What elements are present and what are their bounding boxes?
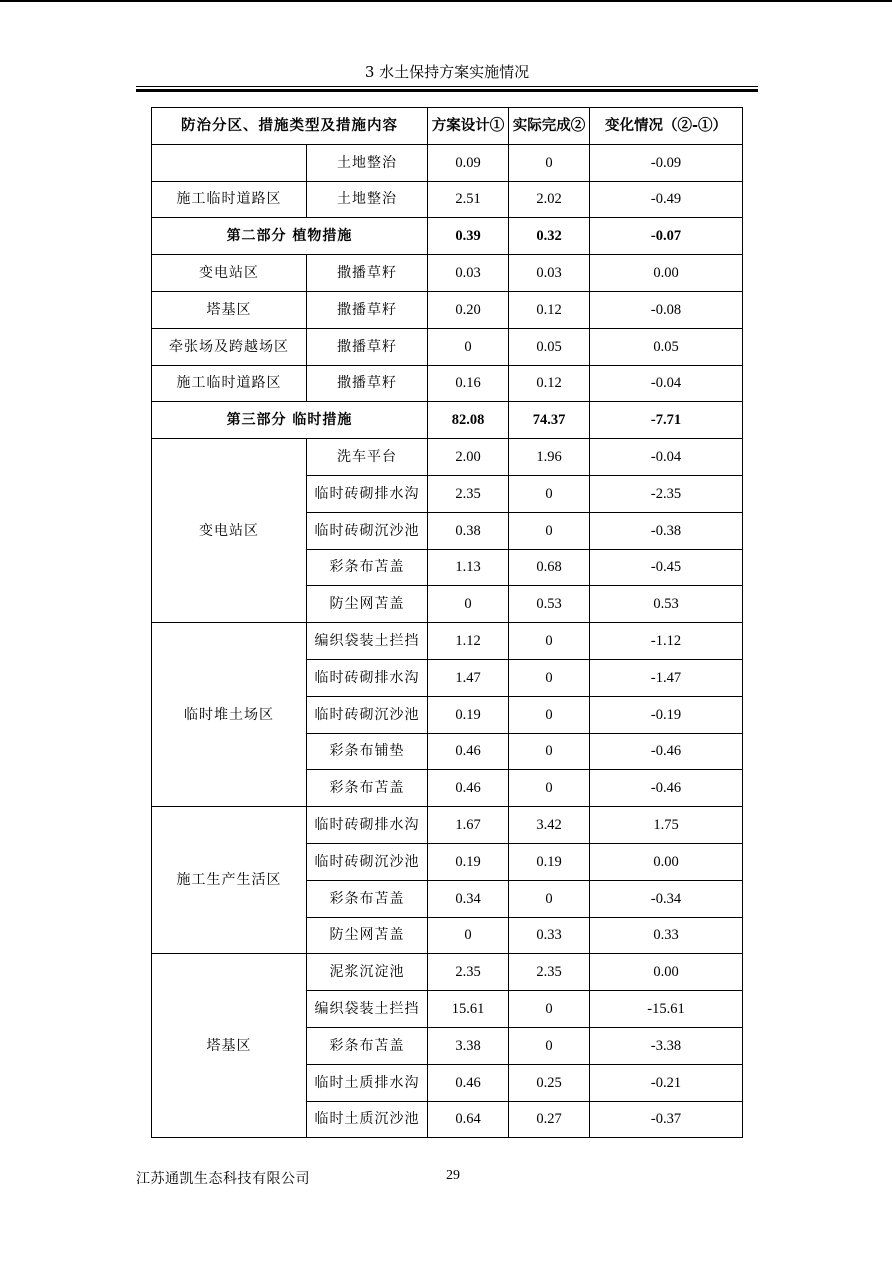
change-value: -0.04 bbox=[590, 365, 743, 402]
measure-cell: 临时砖砌排水沟 bbox=[307, 807, 428, 844]
measure-cell: 防尘网苫盖 bbox=[307, 917, 428, 954]
measure-cell: 临时砖砌排水沟 bbox=[307, 659, 428, 696]
measure-cell: 洗车平台 bbox=[307, 439, 428, 476]
section-label: 第二部分 植物措施 bbox=[152, 218, 428, 255]
header-design: 方案设计① bbox=[428, 108, 509, 145]
actual-value: 0.33 bbox=[509, 917, 590, 954]
design-value: 2.00 bbox=[428, 439, 509, 476]
change-value: -0.19 bbox=[590, 696, 743, 733]
measure-cell: 撒播草籽 bbox=[307, 291, 428, 328]
actual-value: 0 bbox=[509, 770, 590, 807]
design-value: 1.12 bbox=[428, 623, 509, 660]
design-value: 2.51 bbox=[428, 181, 509, 218]
measure-cell: 土地整治 bbox=[307, 144, 428, 181]
table-row bbox=[152, 144, 743, 181]
change-value: -0.04 bbox=[590, 439, 743, 476]
actual-value: 0.03 bbox=[509, 255, 590, 292]
design-value: 0.46 bbox=[428, 770, 509, 807]
change-value: -0.46 bbox=[590, 733, 743, 770]
design-value: 0.19 bbox=[428, 843, 509, 880]
measure-cell: 临时土质沉沙池 bbox=[307, 1101, 428, 1138]
design-value: 82.08 bbox=[428, 402, 509, 439]
actual-value: 0 bbox=[509, 144, 590, 181]
actual-value: 0.12 bbox=[509, 291, 590, 328]
change-value: -0.34 bbox=[590, 880, 743, 917]
design-value: 0.19 bbox=[428, 696, 509, 733]
measure-cell: 彩条布铺垫 bbox=[307, 733, 428, 770]
actual-value: 0.53 bbox=[509, 586, 590, 623]
page-top-border bbox=[0, 0, 892, 2]
page-number: 29 bbox=[446, 1168, 460, 1183]
actual-value: 2.35 bbox=[509, 954, 590, 991]
measure-cell: 撒播草籽 bbox=[307, 365, 428, 402]
design-value: 0 bbox=[428, 586, 509, 623]
actual-value: 1.96 bbox=[509, 439, 590, 476]
actual-value: 0.32 bbox=[509, 218, 590, 255]
change-value: -0.21 bbox=[590, 1064, 743, 1101]
design-value: 0.46 bbox=[428, 1064, 509, 1101]
actual-value: 0.27 bbox=[509, 1101, 590, 1138]
actual-value: 0.19 bbox=[509, 843, 590, 880]
measure-cell: 临时砖砌沉沙池 bbox=[307, 512, 428, 549]
change-value: 0.00 bbox=[590, 255, 743, 292]
table-row bbox=[152, 255, 743, 292]
design-value: 0.46 bbox=[428, 733, 509, 770]
actual-value: 0 bbox=[509, 512, 590, 549]
change-value: 1.75 bbox=[590, 807, 743, 844]
measure-cell: 彩条布苫盖 bbox=[307, 880, 428, 917]
change-value: 0.00 bbox=[590, 954, 743, 991]
table-header-row bbox=[152, 108, 743, 145]
change-value: -0.38 bbox=[590, 512, 743, 549]
measures-table bbox=[151, 107, 743, 1138]
change-value: -0.08 bbox=[590, 291, 743, 328]
zone-cell: 施工临时道路区 bbox=[152, 365, 307, 402]
header-change: 变化情况（②-①） bbox=[590, 108, 743, 145]
actual-value: 0 bbox=[509, 880, 590, 917]
design-value: 1.67 bbox=[428, 807, 509, 844]
table-row bbox=[152, 954, 743, 991]
change-value: -0.07 bbox=[590, 218, 743, 255]
header-rule-thin bbox=[136, 86, 758, 87]
actual-value: 0 bbox=[509, 733, 590, 770]
design-value: 1.47 bbox=[428, 659, 509, 696]
zone-cell: 施工生产生活区 bbox=[152, 807, 307, 954]
actual-value: 0.68 bbox=[509, 549, 590, 586]
zone-cell: 塔基区 bbox=[152, 291, 307, 328]
zone-cell: 变电站区 bbox=[152, 255, 307, 292]
design-value: 2.35 bbox=[428, 954, 509, 991]
change-value: -0.37 bbox=[590, 1101, 743, 1138]
measure-cell: 临时砖砌排水沟 bbox=[307, 475, 428, 512]
header-rule-thick bbox=[136, 89, 758, 92]
table-row bbox=[152, 365, 743, 402]
design-value: 3.38 bbox=[428, 1027, 509, 1064]
design-value: 15.61 bbox=[428, 991, 509, 1028]
design-value: 0 bbox=[428, 328, 509, 365]
design-value: 0.03 bbox=[428, 255, 509, 292]
change-value: -15.61 bbox=[590, 991, 743, 1028]
section-row bbox=[152, 218, 743, 255]
change-value: -1.12 bbox=[590, 623, 743, 660]
design-value: 0 bbox=[428, 917, 509, 954]
section-label: 第三部分 临时措施 bbox=[152, 402, 428, 439]
actual-value: 0 bbox=[509, 623, 590, 660]
table-row bbox=[152, 807, 743, 844]
actual-value: 0.25 bbox=[509, 1064, 590, 1101]
table-row bbox=[152, 328, 743, 365]
measure-cell: 临时砖砌沉沙池 bbox=[307, 843, 428, 880]
change-value: -0.09 bbox=[590, 144, 743, 181]
change-value: -0.46 bbox=[590, 770, 743, 807]
measure-cell: 临时砖砌沉沙池 bbox=[307, 696, 428, 733]
table-row bbox=[152, 439, 743, 476]
zone-cell bbox=[152, 144, 307, 181]
actual-value: 0 bbox=[509, 475, 590, 512]
footer-company: 江苏通凯生态科技有限公司 bbox=[136, 1171, 310, 1187]
measure-cell: 彩条布苫盖 bbox=[307, 1027, 428, 1064]
design-value: 0.34 bbox=[428, 880, 509, 917]
measure-cell: 土地整治 bbox=[307, 181, 428, 218]
change-value: -0.49 bbox=[590, 181, 743, 218]
header-actual: 实际完成② bbox=[509, 108, 590, 145]
change-value: -1.47 bbox=[590, 659, 743, 696]
table-row bbox=[152, 623, 743, 660]
measure-cell: 编织袋装土拦挡 bbox=[307, 991, 428, 1028]
table-row bbox=[152, 181, 743, 218]
actual-value: 0 bbox=[509, 1027, 590, 1064]
zone-cell: 施工临时道路区 bbox=[152, 181, 307, 218]
change-value: 0.05 bbox=[590, 328, 743, 365]
running-header: 3 水土保持方案实施情况 bbox=[364, 63, 530, 81]
change-value: -7.71 bbox=[590, 402, 743, 439]
measure-cell: 编织袋装土拦挡 bbox=[307, 623, 428, 660]
table-row bbox=[152, 291, 743, 328]
actual-value: 74.37 bbox=[509, 402, 590, 439]
zone-cell: 塔基区 bbox=[152, 954, 307, 1138]
change-value: -3.38 bbox=[590, 1027, 743, 1064]
zone-cell: 变电站区 bbox=[152, 439, 307, 623]
measure-cell: 彩条布苫盖 bbox=[307, 549, 428, 586]
design-value: 0.64 bbox=[428, 1101, 509, 1138]
measure-cell: 临时土质排水沟 bbox=[307, 1064, 428, 1101]
measure-cell: 泥浆沉淀池 bbox=[307, 954, 428, 991]
change-value: 0.33 bbox=[590, 917, 743, 954]
actual-value: 0 bbox=[509, 659, 590, 696]
design-value: 1.13 bbox=[428, 549, 509, 586]
section-row bbox=[152, 402, 743, 439]
design-value: 0.39 bbox=[428, 218, 509, 255]
measure-cell: 彩条布苫盖 bbox=[307, 770, 428, 807]
zone-cell: 临时堆土场区 bbox=[152, 623, 307, 807]
actual-value: 0 bbox=[509, 696, 590, 733]
measure-cell: 撒播草籽 bbox=[307, 328, 428, 365]
header-category: 防治分区、措施类型及措施内容 bbox=[152, 108, 428, 145]
change-value: -0.45 bbox=[590, 549, 743, 586]
table-body bbox=[152, 144, 743, 1138]
actual-value: 0.05 bbox=[509, 328, 590, 365]
change-value: 0.53 bbox=[590, 586, 743, 623]
design-value: 2.35 bbox=[428, 475, 509, 512]
actual-value: 2.02 bbox=[509, 181, 590, 218]
design-value: 0.20 bbox=[428, 291, 509, 328]
change-value: -2.35 bbox=[590, 475, 743, 512]
measure-cell: 撒播草籽 bbox=[307, 255, 428, 292]
actual-value: 3.42 bbox=[509, 807, 590, 844]
zone-cell: 牵张场及跨越场区 bbox=[152, 328, 307, 365]
design-value: 0.16 bbox=[428, 365, 509, 402]
actual-value: 0.12 bbox=[509, 365, 590, 402]
change-value: 0.00 bbox=[590, 843, 743, 880]
actual-value: 0 bbox=[509, 991, 590, 1028]
design-value: 0.09 bbox=[428, 144, 509, 181]
measure-cell: 防尘网苫盖 bbox=[307, 586, 428, 623]
design-value: 0.38 bbox=[428, 512, 509, 549]
